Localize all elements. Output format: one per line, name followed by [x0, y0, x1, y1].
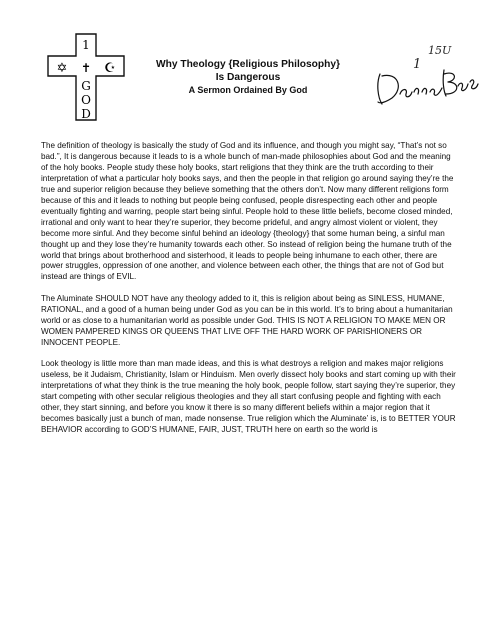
handwritten-number-one: 1	[413, 57, 422, 72]
page-subtitle: A Sermon Ordained By God	[188, 85, 308, 95]
logo-letter-o: O	[81, 93, 91, 107]
body-paragraph: Look theology is little more than man made ideas, and this is what destroys a religion and makes major religions useless, be it Judaism, Christianity, Islam or Hinduism. Men overly dissect holy books and start coming up with their interpretations of what they think is the true meaning the holy book, people follow, start saying they’re superior, they start competing with other secular religious theologies and they all start confusing people and fighting with each other, they start sinning, and before you know it there is so many different beliefs within a major region that it becomes basically just a bunch of man, made nonsense. True religion which the Aluminate’ is, is to BETTER YOUR BEHAVIOR according to GOD’S HUMANE, FAIR, JUST, TRUTH here on earth so the world is	[41, 359, 456, 434]
title-block	[130, 58, 366, 96]
handwritten-signature	[372, 62, 482, 112]
page-title: Why Theology {Religious Philosophy}	[156, 59, 340, 70]
star-of-david-icon: ✡	[56, 61, 68, 76]
logo-center-cross-icon: ✝	[80, 61, 92, 75]
sermon-body	[41, 141, 459, 446]
cross-logo	[46, 32, 132, 122]
logo-letter-1: 1	[82, 38, 90, 52]
logo-letter-g: G	[81, 79, 91, 93]
body-paragraph: The definition of theology is basically the study of God and its influence, and though you might say, “That’s not so bad.”, It is dangerous because it leads to is a whole bunch of man-made philosophies about God and the meaning of the holy books. People study these holy books, start religions that they think are the truth according to their interpretation of what a particular holy books says, and then the people in that religion go around saying they’re the true and superior religion because they believe something that the others don’t. Now many different religions form because of this and it leads to nothing but people being confused, people disrespecting each other and people eventually fighting and warring, people start being sinful. People hold to these little beliefs, become closed minded, irrational and only want to hear they’re superior, they become prideful, and angry almost violent or violent, they become more sinful. And they become sinful behind an ideology {theology} that some human being, a sinful man thought up and they lose they’re humanity towards each other. So instead of religion being the humane truth of the world that brings about brotherhood and sisterhood, it leads to people being inhumane to each other, there are power struggles, oppression of one another, and violence between each other, the things that are not of God but instead are things of EVIL.	[41, 141, 454, 282]
logo-letter-d: D	[81, 107, 91, 121]
handwritten-page-number: 15U	[428, 44, 452, 57]
page-title-line2: Is Dangerous	[215, 72, 281, 83]
crescent-icon: ☪	[104, 61, 116, 76]
body-paragraph: The Aluminate SHOULD NOT have any theology added to it, this is religion about being as SINLESS, HUMANE, RATIONAL, and a good of a human being under God as you can be in this world. It’s to bring about a humanitarian world or as close to a humanitarian world as possible under God. THIS IS NOT A RELIGION TO MAKE MEN OR WOMEN PAMPERED KINGS OR QUEENS THAT LIVE OFF THE HARD WORK OF PARISHIONERS OR INNOCENT PEOPLE.	[41, 293, 453, 347]
